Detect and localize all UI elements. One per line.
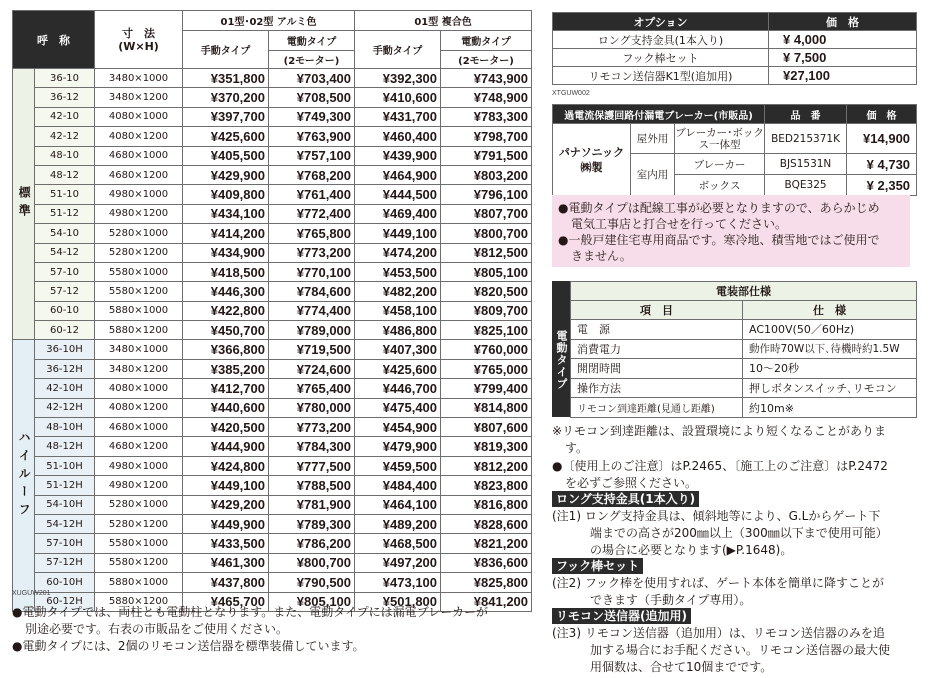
price-composite-electric: ¥798,700 (441, 127, 532, 146)
breaker-header-code: 品 番 (765, 105, 847, 124)
spec-value: AC100V(50／60Hz) (743, 320, 917, 340)
price-composite-manual: ¥460,400 (355, 127, 441, 146)
price-alumi-manual: ¥425,600 (183, 127, 269, 146)
row-dimension: 4080×1000 (95, 107, 183, 126)
row-code: 54-12H (35, 514, 95, 533)
table-row (13, 359, 532, 378)
table-row (13, 88, 532, 107)
table-row (13, 495, 532, 514)
note-line: 端までの高さが200㎜以上（300㎜以下まで使用可能） (590, 526, 888, 540)
row-code: 57-10 (35, 262, 95, 281)
price-composite-electric: ¥796,100 (441, 185, 532, 204)
option-ref-code: XTGUW002 (552, 90, 590, 97)
row-code: 54-10 (35, 224, 95, 243)
price-alumi-electric: ¥724,600 (269, 359, 355, 378)
price-alumi-electric: ¥789,000 (269, 321, 355, 340)
table-row (13, 146, 532, 165)
price-alumi-electric: ¥757,100 (269, 146, 355, 165)
price-composite-manual: ¥459,500 (355, 456, 441, 475)
row-dimension: 5580×1200 (95, 553, 183, 572)
price-alumi-manual: ¥434,100 (183, 204, 269, 223)
price-composite-manual: ¥468,500 (355, 534, 441, 553)
option-table (552, 12, 917, 85)
option-row (553, 49, 917, 67)
price-composite-manual: ¥458,100 (355, 301, 441, 320)
option-name: フック棒セット (553, 49, 769, 67)
usage-caution-note (552, 458, 924, 492)
price-composite-electric: ¥823,800 (441, 476, 532, 495)
price-composite-manual: ¥474,200 (355, 243, 441, 262)
table-row (13, 107, 532, 126)
row-code: 51-12H (35, 476, 95, 495)
price-composite-manual: ¥486,800 (355, 321, 441, 340)
header-group-composite: 01型 複合色 (355, 11, 532, 31)
price-composite-electric: ¥819,300 (441, 437, 532, 456)
row-dimension: 4080×1200 (95, 398, 183, 417)
row-code: 36-12 (35, 88, 95, 107)
option-price: ¥ 7,500 (769, 49, 917, 67)
price-composite-electric: ¥791,500 (441, 146, 532, 165)
price-composite-manual: ¥410,600 (355, 88, 441, 107)
price-composite-electric: ¥803,200 (441, 165, 532, 184)
note-line: の場合に必要となります(▶P.1648)。 (590, 543, 793, 557)
price-composite-electric: ¥800,700 (441, 224, 532, 243)
price-alumi-manual: ¥418,500 (183, 262, 269, 281)
row-dimension: 5880×1000 (95, 573, 183, 592)
table-row (13, 379, 532, 398)
row-code: 48-12H (35, 437, 95, 456)
price-composite-electric: ¥807,700 (441, 204, 532, 223)
price-composite-manual: ¥501,800 (355, 592, 441, 611)
price-alumi-electric: ¥805,100 (269, 592, 355, 611)
row-dimension: 5880×1200 (95, 321, 183, 340)
row-dimension: 3480×1200 (95, 88, 183, 107)
row-dimension: 5280×1200 (95, 243, 183, 262)
table-row (13, 185, 532, 204)
price-alumi-electric: ¥708,500 (269, 88, 355, 107)
breaker-maker-suffix: ㈱製 (580, 160, 603, 174)
breaker-header-name: 過電流保護回路付漏電ブレーカー(市販品) (553, 105, 765, 124)
header-dimension (95, 11, 183, 69)
price-alumi-manual: ¥446,300 (183, 282, 269, 301)
price-alumi-electric: ¥703,400 (269, 69, 355, 88)
price-composite-electric: ¥825,100 (441, 321, 532, 340)
breaker-code: BED215371K (765, 124, 847, 154)
price-composite-electric: ¥812,200 (441, 456, 532, 475)
price-composite-electric: ¥836,600 (441, 553, 532, 572)
breaker-maker (553, 124, 631, 196)
price-table-body (13, 69, 532, 612)
price-composite-electric: ¥812,500 (441, 243, 532, 262)
note-line: (注3) リモコン送信器（追加用）は、リモコン送信器のみを追 (552, 626, 885, 640)
price-alumi-electric: ¥770,100 (269, 262, 355, 281)
row-dimension: 4980×1200 (95, 204, 183, 223)
price-alumi-electric: ¥765,800 (269, 224, 355, 243)
price-alumi-electric: ¥777,500 (269, 456, 355, 475)
price-alumi-manual: ¥414,200 (183, 224, 269, 243)
price-alumi-electric: ¥784,300 (269, 437, 355, 456)
price-composite-electric: ¥799,400 (441, 379, 532, 398)
table-row (13, 514, 532, 533)
price-alumi-manual: ¥465,700 (183, 592, 269, 611)
price-alumi-electric: ¥788,500 (269, 476, 355, 495)
note-line: 加する場合にお手配ください。リモコン送信器の最大使 (590, 643, 891, 657)
price-alumi-electric: ¥765,400 (269, 379, 355, 398)
spec-value: 押しボタンスイッチ､リモコン (743, 378, 917, 398)
electric-type-notes (12, 604, 542, 655)
price-composite-electric: ¥807,600 (441, 418, 532, 437)
price-composite-electric: ¥821,200 (441, 534, 532, 553)
breaker-header-price: 価 格 (847, 105, 917, 124)
row-code: 54-10H (35, 495, 95, 514)
spec-row (571, 359, 917, 379)
price-composite-manual: ¥464,900 (355, 165, 441, 184)
spec-row (571, 378, 917, 398)
breaker-code: BQE325 (765, 175, 847, 196)
price-alumi-manual: ¥429,200 (183, 495, 269, 514)
spec-row (571, 320, 917, 340)
header-electric-alumi: 電動タイプ (269, 31, 355, 51)
price-alumi-electric: ¥749,300 (269, 107, 355, 126)
price-composite-manual: ¥449,100 (355, 224, 441, 243)
price-alumi-electric: ¥719,500 (269, 340, 355, 359)
breaker-price: ¥ 4,730 (847, 154, 917, 175)
row-code: 36-10H (35, 340, 95, 359)
price-composite-electric: ¥841,200 (441, 592, 532, 611)
table-row (13, 69, 532, 88)
row-dimension: 5280×1000 (95, 224, 183, 243)
row-dimension: 4980×1000 (95, 185, 183, 204)
row-code: 60-10H (35, 573, 95, 592)
row-code: 48-10 (35, 146, 95, 165)
table-row (13, 204, 532, 223)
table-row (13, 340, 532, 359)
table-row (13, 398, 532, 417)
price-composite-manual: ¥497,200 (355, 553, 441, 572)
option-header-price: 価 格 (769, 13, 917, 31)
breaker-outdoor: 屋外用 (631, 124, 675, 154)
table-row (13, 573, 532, 592)
option-row (553, 31, 917, 49)
price-composite-electric: ¥820,500 (441, 282, 532, 301)
price-composite-manual: ¥484,400 (355, 476, 441, 495)
note-line: ●電動タイプには、2個のリモコン送信器を標準装備しています。 (12, 639, 365, 653)
header-manual-composite: 手動タイプ (355, 31, 441, 69)
row-dimension: 5280×1000 (95, 495, 183, 514)
price-composite-manual: ¥425,600 (355, 359, 441, 378)
remote-distance-note (552, 423, 924, 457)
row-dimension: 5880×1200 (95, 592, 183, 611)
price-composite-electric: ¥765,000 (441, 359, 532, 378)
row-code: 57-12 (35, 282, 95, 301)
note-line: ●〔使用上のご注意〕はP.2465、〔施工上のご注意〕はP.2472 (552, 459, 888, 473)
row-code: 57-12H (35, 553, 95, 572)
price-alumi-manual: ¥449,100 (183, 476, 269, 495)
price-alumi-manual: ¥385,200 (183, 359, 269, 378)
header-group-alumi: 01型･02型 アルミ色 (183, 11, 355, 31)
breaker-item: ボックス (675, 175, 765, 196)
price-alumi-manual: ¥440,600 (183, 398, 269, 417)
row-dimension: 5880×1000 (95, 301, 183, 320)
price-composite-electric: ¥809,700 (441, 301, 532, 320)
option-name: ロング支持金具(1本入り) (553, 31, 769, 49)
price-alumi-manual: ¥412,700 (183, 379, 269, 398)
price-composite-electric: ¥783,300 (441, 107, 532, 126)
table-row (13, 476, 532, 495)
breaker-indoor: 室内用 (631, 154, 675, 196)
price-alumi-manual: ¥405,500 (183, 146, 269, 165)
price-alumi-manual: ¥450,700 (183, 321, 269, 340)
price-alumi-manual: ¥449,900 (183, 514, 269, 533)
spec-row (571, 339, 917, 359)
row-dimension: 5580×1000 (95, 262, 183, 281)
row-dimension: 3480×1000 (95, 340, 183, 359)
row-code: 51-12 (35, 204, 95, 223)
spec-value: 約10m※ (743, 398, 917, 418)
breaker-price: ¥ 2,350 (847, 175, 917, 196)
option-price: ¥ 4,000 (769, 31, 917, 49)
price-composite-manual: ¥475,400 (355, 398, 441, 417)
price-composite-electric: ¥814,800 (441, 398, 532, 417)
price-alumi-manual: ¥424,800 (183, 456, 269, 475)
price-composite-manual: ¥482,200 (355, 282, 441, 301)
spec-header-spec: 仕 様 (743, 301, 917, 320)
breaker-table (552, 104, 917, 196)
price-composite-manual: ¥446,700 (355, 379, 441, 398)
header-electric-alumi-sub: (2モーター) (269, 51, 355, 69)
table-row (13, 553, 532, 572)
note-hook-bar (552, 575, 924, 609)
price-alumi-manual: ¥366,800 (183, 340, 269, 359)
breaker-item: ブレーカー･ボックス一体型 (675, 124, 765, 154)
row-code: 42-10 (35, 107, 95, 126)
price-alumi-electric: ¥772,400 (269, 204, 355, 223)
price-alumi-manual: ¥434,900 (183, 243, 269, 262)
row-code: 57-10H (35, 534, 95, 553)
option-row (553, 67, 917, 85)
price-composite-manual: ¥439,900 (355, 146, 441, 165)
row-dimension: 4080×1200 (95, 127, 183, 146)
price-alumi-electric: ¥790,500 (269, 573, 355, 592)
price-composite-manual: ¥431,700 (355, 107, 441, 126)
row-code: 42-12H (35, 398, 95, 417)
spec-item: 電 源 (571, 320, 743, 340)
row-code: 54-12 (35, 243, 95, 262)
spec-title: 電装部仕様 (571, 282, 917, 301)
row-code: 60-10 (35, 301, 95, 320)
price-alumi-electric: ¥780,000 (269, 398, 355, 417)
row-dimension: 4680×1000 (95, 146, 183, 165)
spec-table (570, 281, 917, 418)
option-header-name: オプション (553, 13, 769, 31)
spec-side-label: 電動タイプ (552, 281, 570, 417)
row-dimension: 4080×1000 (95, 379, 183, 398)
price-alumi-manual: ¥461,300 (183, 553, 269, 572)
caution-line: 電気工事店と打合せを行ってください。 (571, 217, 788, 231)
note-line: (注1) ロング支持金具は、傾斜地等により、G.Lからゲート下 (552, 509, 881, 523)
price-composite-electric: ¥828,600 (441, 514, 532, 533)
price-composite-manual: ¥454,900 (355, 418, 441, 437)
table-row (13, 418, 532, 437)
price-composite-electric: ¥825,800 (441, 573, 532, 592)
table-row (13, 127, 532, 146)
price-alumi-manual: ¥409,800 (183, 185, 269, 204)
price-composite-manual: ¥473,100 (355, 573, 441, 592)
row-dimension: 4680×1200 (95, 165, 183, 184)
row-dimension: 3480×1200 (95, 359, 183, 378)
price-alumi-electric: ¥773,200 (269, 418, 355, 437)
row-code: 51-10 (35, 185, 95, 204)
section-remote-transmitter: リモコン送信器(追加用) (552, 608, 691, 624)
note-line: ●電動タイプでは、両柱とも電動柱となります。また、電動タイプには漏電ブレーカーが (12, 605, 488, 619)
breaker-maker-name: パナソニック (558, 145, 625, 159)
caution-line: ●一般戸建住宅専用商品です。寒冷地、積雪地ではご使用で (558, 233, 880, 247)
price-table-ref-code: XUGUW201 (12, 590, 51, 597)
option-price: ¥27,100 (769, 67, 917, 85)
table-row (13, 301, 532, 320)
row-code: 48-10H (35, 418, 95, 437)
price-composite-manual: ¥464,100 (355, 495, 441, 514)
price-composite-manual: ¥469,400 (355, 204, 441, 223)
price-alumi-electric: ¥768,200 (269, 165, 355, 184)
header-manual-alumi: 手動タイプ (183, 31, 269, 69)
spec-item: 開閉時間 (571, 359, 743, 379)
price-composite-electric: ¥748,900 (441, 88, 532, 107)
note-line: 別途必要です。右表の市販品をご使用ください。 (25, 622, 289, 636)
spec-item: リモコン到達距離(見通し距離) (571, 398, 743, 418)
option-name: リモコン送信器K1型(追加用) (553, 67, 769, 85)
spec-value: 10～20秒 (743, 359, 917, 379)
price-composite-manual: ¥392,300 (355, 69, 441, 88)
row-dimension: 4980×1200 (95, 476, 183, 495)
row-dimension: 5280×1200 (95, 514, 183, 533)
spec-item: 操作方法 (571, 378, 743, 398)
section-long-bracket: ロング支持金具(1本入り) (552, 491, 699, 507)
row-code: 42-12 (35, 127, 95, 146)
caution-line: ●電動タイプは配線工事が必要となりますので、あらかじめ (558, 201, 880, 215)
group-label-standard: 標準 (13, 69, 35, 340)
spec-header-item: 項 目 (571, 301, 743, 320)
breaker-price: ¥14,900 (847, 124, 917, 154)
table-row (13, 534, 532, 553)
table-row (13, 243, 532, 262)
note-line: す。 (565, 441, 589, 455)
row-dimension: 4680×1000 (95, 418, 183, 437)
price-alumi-electric: ¥773,200 (269, 243, 355, 262)
price-alumi-electric: ¥761,400 (269, 185, 355, 204)
price-alumi-manual: ¥420,500 (183, 418, 269, 437)
row-code: 60-12 (35, 321, 95, 340)
price-composite-electric: ¥743,900 (441, 69, 532, 88)
table-row (13, 321, 532, 340)
electric-caution-note (552, 195, 910, 267)
row-code: 51-10H (35, 456, 95, 475)
table-row (13, 224, 532, 243)
group-label-high-roof: ハイルーフ (13, 340, 35, 611)
note-line: できます（手動タイプ専用）。 (590, 593, 752, 607)
table-row (13, 165, 532, 184)
header-name: 呼 称 (13, 11, 95, 69)
row-code: 60-12H (35, 592, 95, 611)
spec-section (552, 281, 916, 417)
header-electric-composite-sub: (2モーター) (441, 51, 532, 69)
breaker-code: BJS1531N (765, 154, 847, 175)
price-alumi-electric: ¥774,400 (269, 301, 355, 320)
row-code: 36-12H (35, 359, 95, 378)
breaker-row (553, 124, 917, 154)
price-composite-manual: ¥407,300 (355, 340, 441, 359)
price-alumi-electric: ¥789,300 (269, 514, 355, 533)
section-hook-bar: フック棒セット (552, 558, 643, 574)
price-composite-manual: ¥444,500 (355, 185, 441, 204)
note-long-bracket (552, 508, 924, 559)
spec-value: 動作時70W以下､待機時約1.5W (743, 339, 917, 359)
note-remote-transmitter (552, 625, 924, 676)
caution-line: きません。 (571, 249, 632, 263)
price-alumi-electric: ¥786,200 (269, 534, 355, 553)
row-dimension: 4980×1000 (95, 456, 183, 475)
row-code: 48-12 (35, 165, 95, 184)
note-line: を必ずご参照ください。 (565, 476, 698, 490)
price-alumi-manual: ¥370,200 (183, 88, 269, 107)
row-code: 42-10H (35, 379, 95, 398)
price-composite-electric: ¥805,100 (441, 262, 532, 281)
price-alumi-manual: ¥437,800 (183, 573, 269, 592)
row-dimension: 4680×1200 (95, 437, 183, 456)
row-dimension: 5580×1000 (95, 534, 183, 553)
note-line: ※リモコン到達距離は、設置環境により短くなることがありま (552, 424, 887, 438)
price-composite-manual: ¥453,500 (355, 262, 441, 281)
price-composite-manual: ¥479,900 (355, 437, 441, 456)
row-dimension: 3480×1000 (95, 69, 183, 88)
row-code: 36-10 (35, 69, 95, 88)
table-row (13, 262, 532, 281)
price-composite-electric: ¥760,000 (441, 340, 532, 359)
header-dimension-sub: (W×H) (118, 39, 159, 53)
note-line: (注2) フック棒を使用すれば、ゲート本体を簡単に降すことが (552, 576, 884, 590)
price-alumi-manual: ¥397,700 (183, 107, 269, 126)
note-line: 用個数は、合せて10個までです。 (590, 660, 773, 674)
table-row (13, 282, 532, 301)
row-dimension: 5580×1200 (95, 282, 183, 301)
price-alumi-electric: ¥800,700 (269, 553, 355, 572)
spec-row (571, 398, 917, 418)
price-alumi-electric: ¥781,900 (269, 495, 355, 514)
header-electric-composite: 電動タイプ (441, 31, 532, 51)
price-alumi-manual: ¥429,900 (183, 165, 269, 184)
spec-item: 消費電力 (571, 339, 743, 359)
breaker-item: ブレーカー (675, 154, 765, 175)
price-alumi-manual: ¥433,500 (183, 534, 269, 553)
price-alumi-manual: ¥351,800 (183, 69, 269, 88)
table-row (13, 437, 532, 456)
price-alumi-electric: ¥763,900 (269, 127, 355, 146)
table-row (13, 456, 532, 475)
price-table (12, 10, 532, 612)
header-dimension-label: 寸 法 (122, 26, 155, 40)
price-composite-manual: ¥489,200 (355, 514, 441, 533)
price-alumi-manual: ¥444,900 (183, 437, 269, 456)
price-alumi-electric: ¥784,600 (269, 282, 355, 301)
price-alumi-manual: ¥422,800 (183, 301, 269, 320)
price-composite-electric: ¥816,800 (441, 495, 532, 514)
